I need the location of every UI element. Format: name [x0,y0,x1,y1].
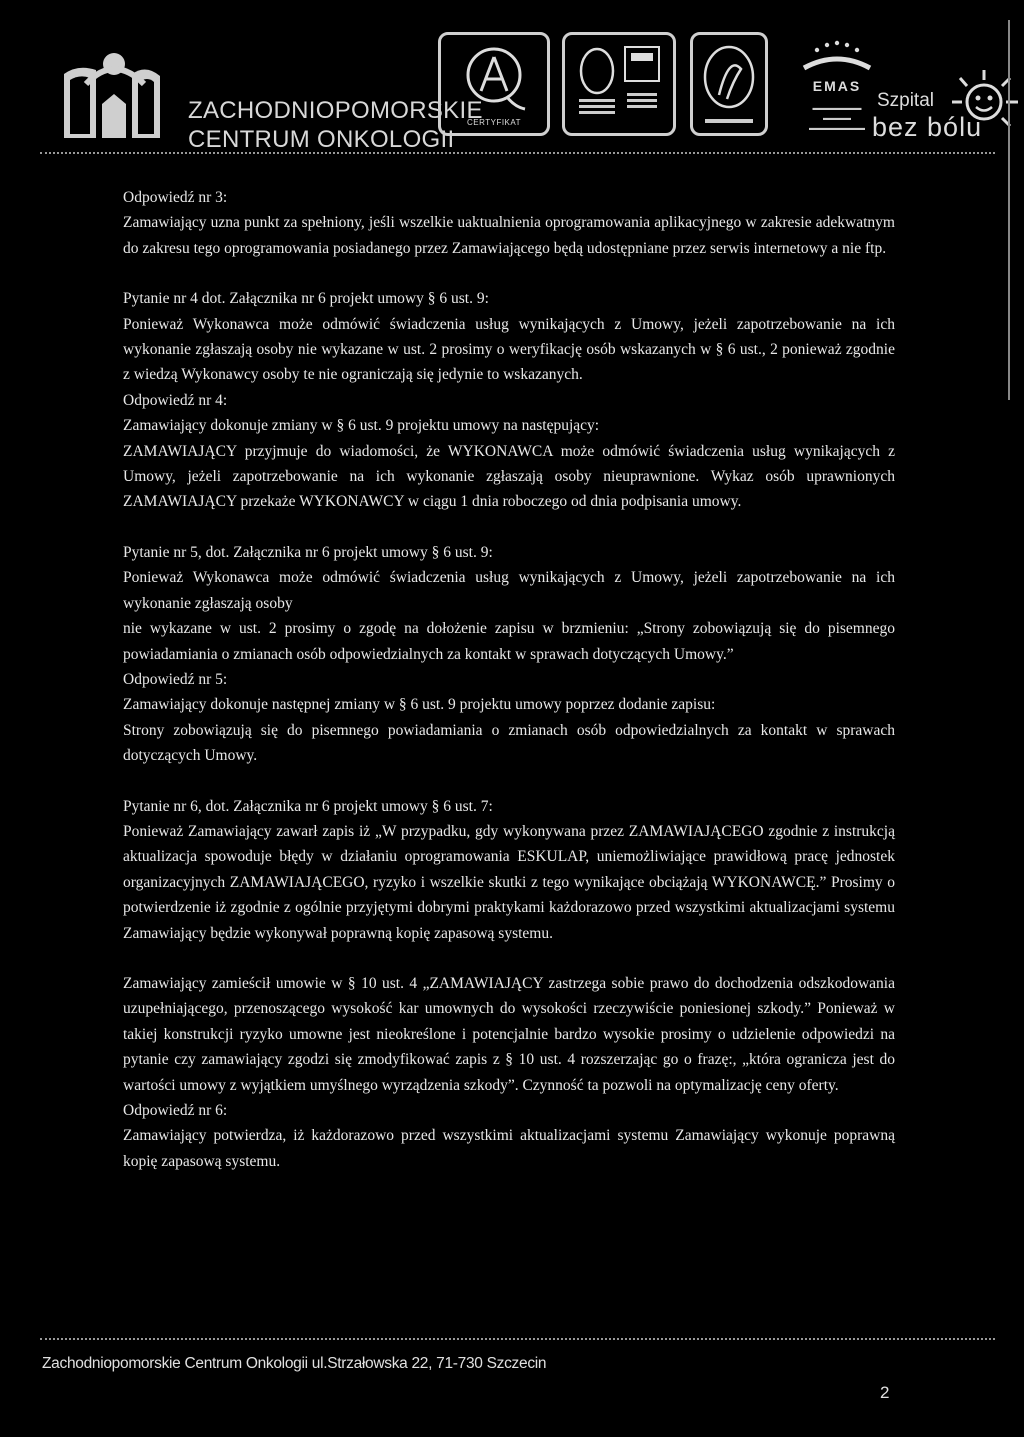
question-6-text-continued: Zamawiający zamieścił umowie w § 10 ust. 4 „ZAMAWIAJĄCY zastrzega sobie prawo do dochodzenia odszkodowania uzupełniającego, przenoszącego wysokość kar umownych do wysokości rzeczywiście poniesionej szkody.” Ponieważ w takiej konstrukcji ryzyko umowne jest nieokreślone i potencjalnie bardzo wysokie prosimy o udzielenie odpowiedzi na pytanie czy zamawiający zgodzi się zmodyfikować zapis z § 10 ust. 4 rozszerzając go o frazę:, „która ogranicza jest do wartości umowy z wyjątkiem umyślnego wyrządzenia szkody”. Czynność ta pozwoli na optymalizację ceny oferty. [123,974,895,1094]
brand-line-1: ZACHODNIOPOMORSKIE [188,97,483,124]
footer-divider [40,1338,995,1340]
spacer [123,261,895,286]
certificate-badge-quality [438,32,550,136]
emas-subtext-lines: ▬▬▬▬▬▬▬ ▬▬▬▬ ▬▬▬▬▬▬▬▬ [809,105,865,132]
emas-label: EMAS [812,78,862,94]
question-6-text: Ponieważ Zamawiający zawarł zapis iż „W przypadku, gdy wykonywana przez ZAMAWIAJĄCEGO zgodnie z instrukcją aktualizacja spowoduje błędy w działaniu oprogramowania ESKULAP, uniemożliwiające prawidłową pracę jednostek organizacyjnych ZAMAWIAJĄCEGO, ryzyko i wszelkie skutki z tego wynikające obciążają WYKONAWCĘ.” Prosimy o potwierdzenie iż zgodnie z ogólnie przyjętymi dobrymi praktykami każdorazowo przed wszystkimi aktualizacjami systemu Zamawiający będzie wykonywał poprawną kopię zapasową systemu. [123,822,895,942]
question-6-heading: Pytanie nr 6, dot. Załącznika nr 6 projekt umowy § 6 ust. 7: [123,797,493,815]
question-5-text-part1: Ponieważ Wykonawca może odmówić świadczenia usług wynikających z Umowy, jeżeli zapotrzebowanie na ich wykonanie zgłaszają osoby [123,569,895,612]
bez-bolu-label: bez bólu [872,112,983,142]
answer-4-text: ZAMAWIAJĄCY przyjmuje do wiadomości, że WYKONAWCA może odmówić świadczenia usług wynikających z Umowy, jeżeli zapotrzebowanie na ich wykonanie zgłaszają osoby nieuprawnione. Wykaz osób uprawnionych ZAMAWIAJĄCY przekaże WYKONAWCY w ciągu 1 dnia roboczego od dnia podpisania umowy. [123,442,895,511]
certificate-caption: CERTYFIKAT [466,118,522,127]
question-4-heading: Pytanie nr 4 dot. Załącznika nr 6 projekt umowy § 6 ust. 9: [123,290,489,308]
spacer [123,515,895,540]
question-4-text: Ponieważ Wykonawca może odmówić świadczenia usług wynikających z Umowy, jeżeli zapotrzebowanie na ich wykonanie zgłaszają osoby nie wykazane w ust. 2 prosimy o weryfikację osób wskazanych w § 6 ust., 2 ponieważ zgodnie z wiedzą Wykonawcy osoby te nie ograniczają się jedynie to wskazanych. [123,315,895,384]
letterhead [40,28,1000,153]
certificate-seal-icon [693,35,765,133]
answer-5-intro: Zamawiający dokonuje następnej zmiany w § 6 ust. 9 projektu umowy poprzez dodanie zapisu: [123,696,716,714]
brand-line-2: CENTRUM ONKOLOGII [188,126,455,153]
answer-3-heading: Odpowiedź nr 3: [123,189,228,206]
answer-4-heading: Odpowiedź nr 4: [123,391,228,409]
iso-certificate-icon [565,35,673,133]
question-5-heading: Pytanie nr 5, dot. Załącznika nr 6 projekt umowy § 6 ust. 9: [123,543,493,561]
oncology-centre-logo [56,34,166,144]
question-5-text-part2: nie wykazane w ust. 2 prosimy o zgodę na dołożenie zapisu w brzmieniu: „Strony zobowiązują się do pisemnego powiadamiania o zmianach osób odpowiedzialnych za kontakt w sprawach dotyczących Umowy.” [123,620,895,663]
header-divider [40,152,995,154]
page-number: 2 [880,1383,890,1402]
certificate-badge-second [690,32,768,136]
spacer [123,946,895,971]
footer-address: Zachodniopomorskie Centrum Onkologii ul.Strzałowska 22, 71-730 Szczecin [42,1355,547,1372]
answer-6-heading: Odpowiedź nr 6: [123,1102,228,1119]
szpital-label: Szpital [876,90,934,111]
answer-4-intro: Zamawiający dokonuje zmiany w § 6 ust. 9 projektu umowy na następujący: [123,417,600,435]
answer-6-text: Zamawiający potwierdza, iż każdorazowo przed wszystkimi aktualizacjami systemu Zamawiający wykonuje poprawną kopię zapasową systemu. [123,1127,895,1170]
certificate-badge-iso [562,32,676,136]
answer-3-text: Zamawiający uzna punkt za spełniony, jeśli wszelkie uaktualnienia oprogramowania aplikacyjnego w zakresie adekwatnym do zakresu tego oprogramowania posiadanego przez Zamawiającego będą udostępniane przez serwis internetowy a nie ftp. [123,214,895,257]
spacer [123,769,895,794]
document-body [123,185,895,1174]
answer-5-text: Strony zobowiązują się do pisemnego powiadamiania o zmianach osób odpowiedzialnych za kontakt w sprawach dotyczących Umowy. [123,721,895,765]
page-edge-line [1008,20,1010,400]
answer-5-heading: Odpowiedź nr 5: [123,670,228,688]
emas-stars-icon [782,36,892,76]
